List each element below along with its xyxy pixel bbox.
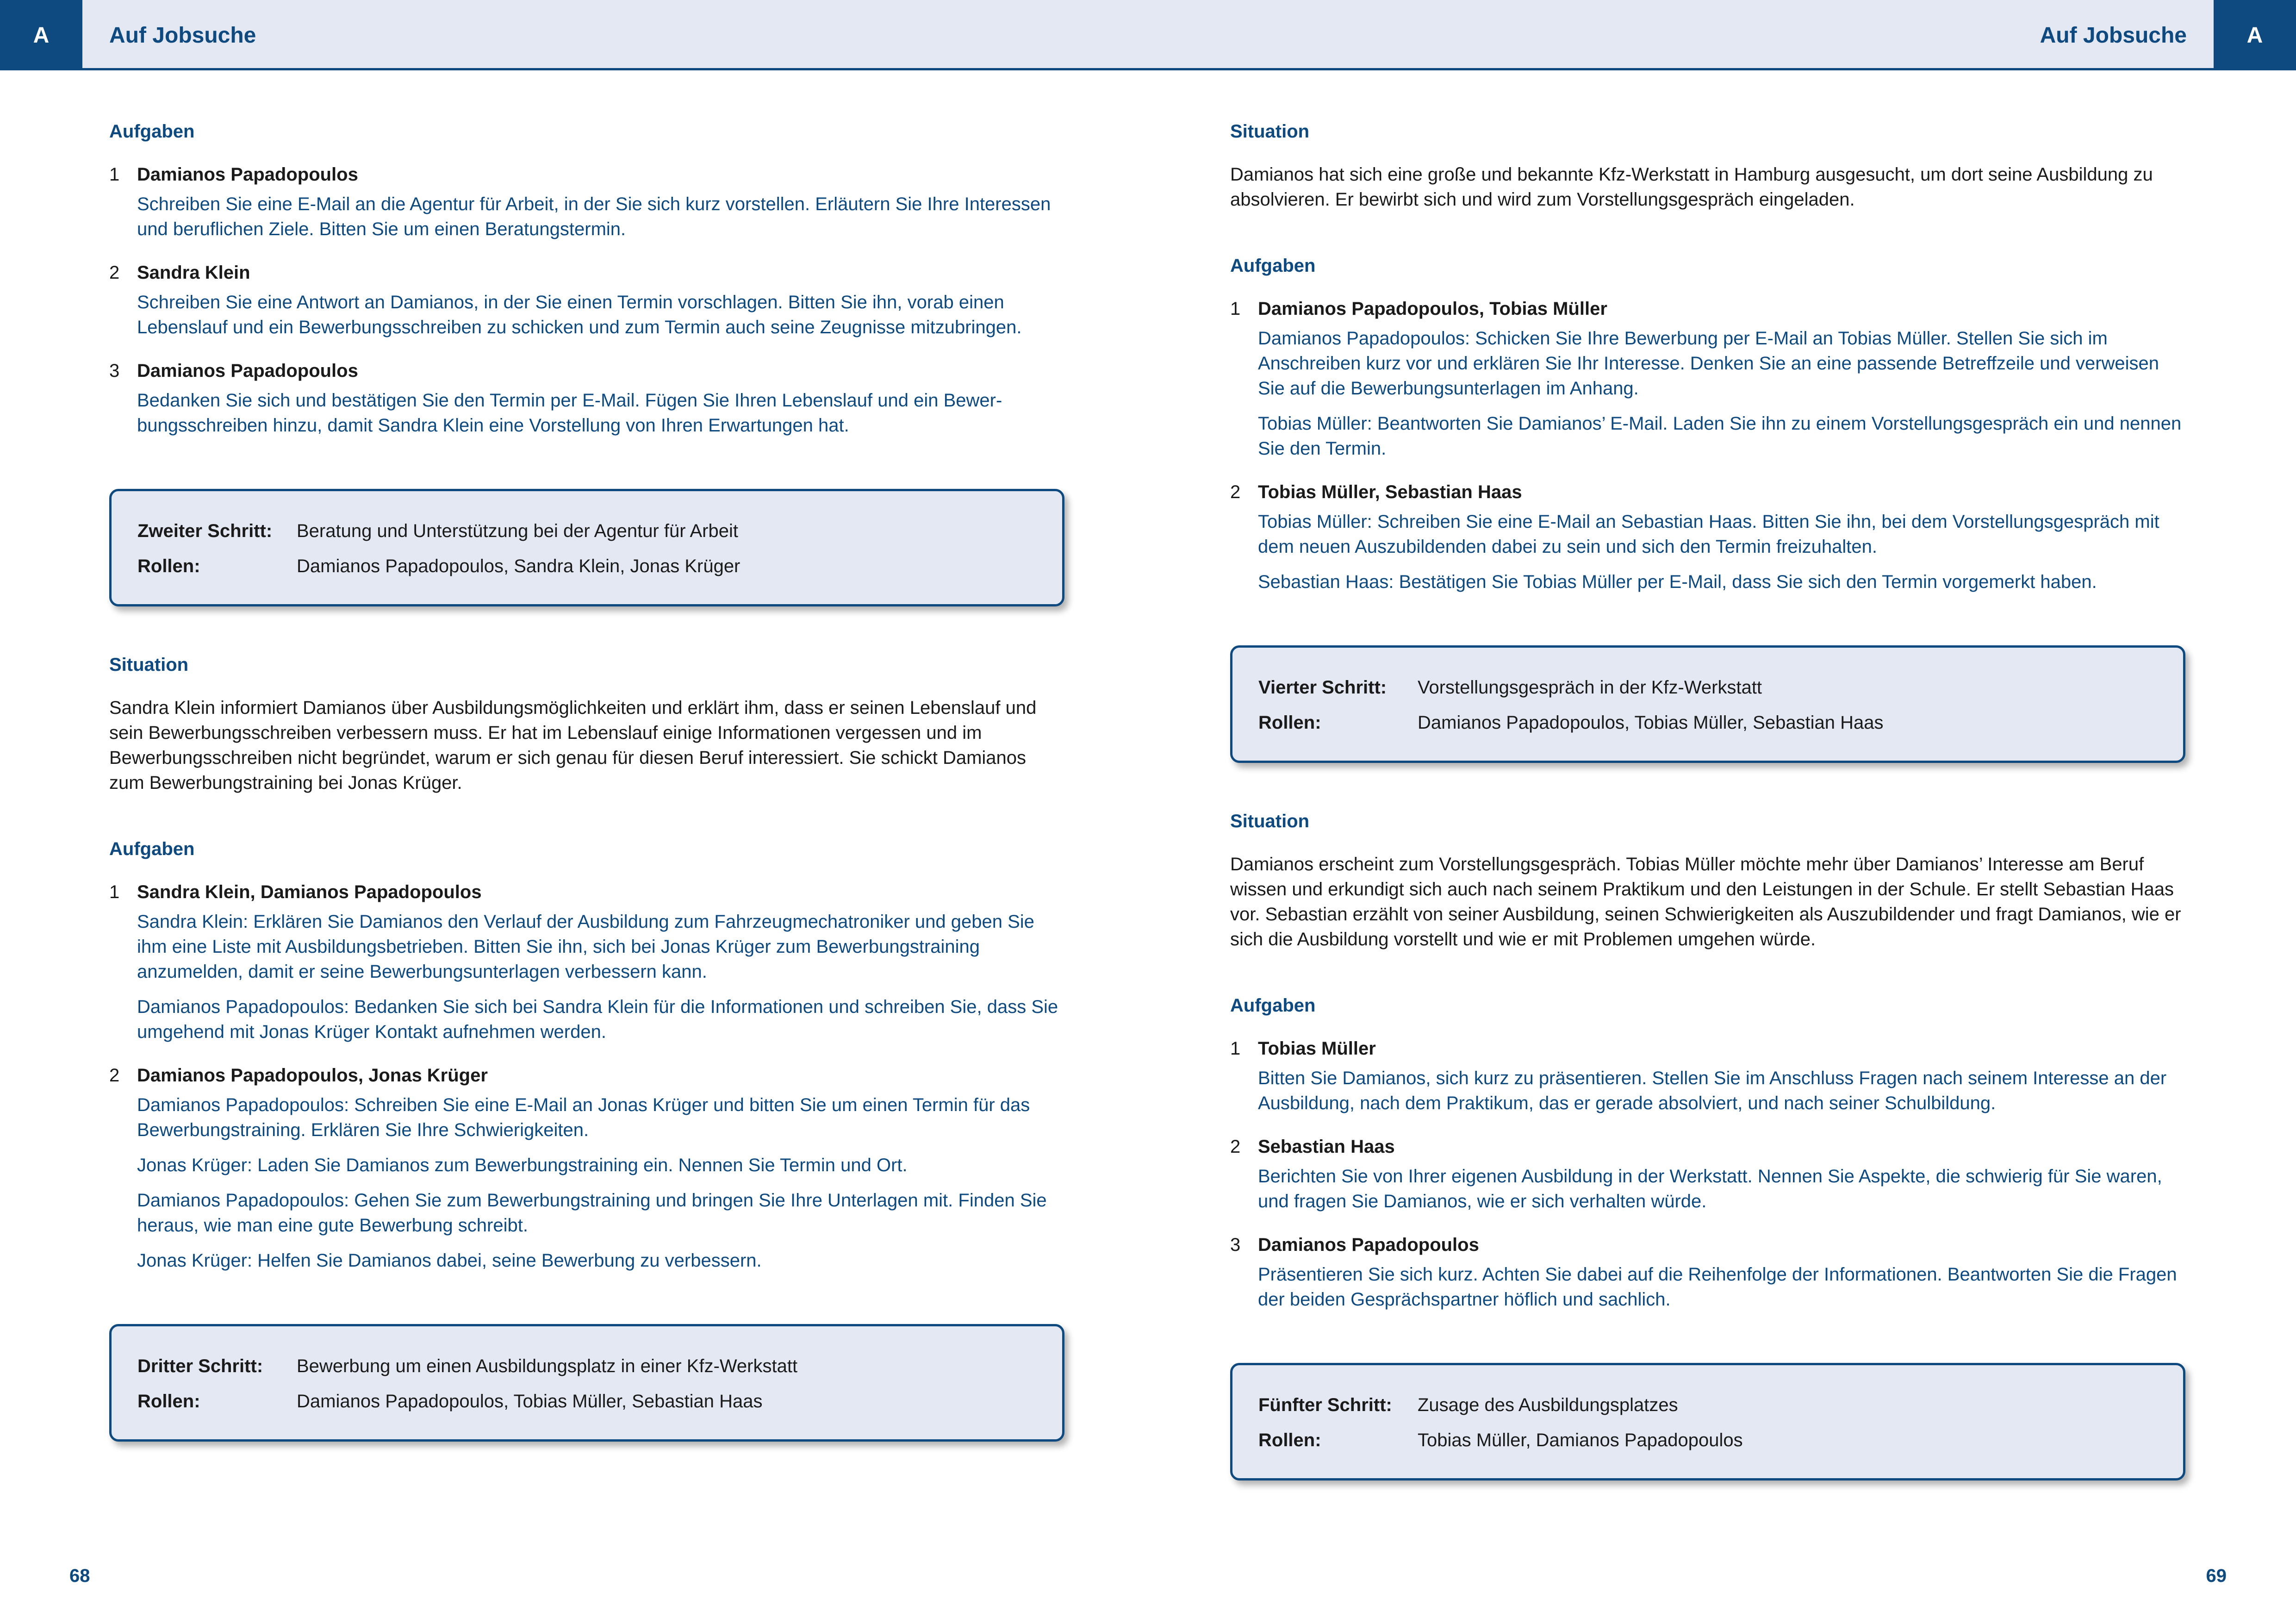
page-number-left: 68 — [69, 1566, 90, 1586]
step-box — [109, 1324, 1064, 1442]
task-instruction: Schreiben Sie eine Antwort an Damianos, in der Sie einen Termin vorschlagen. Bitten Sie ihn, vorab einen Lebenslauf und ein Bewerbungsschreiben zu schicken und zum Termin auch seine Zeugnisse mitzubringen. — [137, 292, 1022, 337]
task-item — [1230, 1036, 2184, 1116]
task-role-name: Damianos Papadopoulos — [1258, 1235, 1479, 1255]
page-number-right: 69 — [2206, 1566, 2227, 1586]
section-heading: Situation — [1230, 121, 1310, 142]
right-page-content — [1230, 119, 2184, 1527]
task-item — [1230, 1232, 2184, 1312]
task-instruction: Damianos Papadopoulos: Schicken Sie Ihre Bewerbung per E-Mail an Tobias Müller. Stellen Sie sich im Anschreiben kurz vor und erklären Sie Ihr Interesse. Denken Sie an eine passende Betreffzeile und verweisen Sie auf die Bewerbungsunterlagen im Anhang. — [1258, 328, 2159, 399]
step-value: Vorstellungsgespräch in der Kfz-Werkstatt — [1418, 677, 1762, 698]
step-box — [1230, 645, 2185, 763]
task-number: 3 — [109, 361, 120, 381]
task-role-name: Damianos Papadopoulos — [137, 361, 358, 381]
task-item — [109, 358, 1063, 438]
task-list — [109, 880, 1063, 1273]
roles-label: Rollen: — [137, 1391, 200, 1412]
task-item — [109, 1063, 1063, 1273]
task-role-name: Damianos Papadopoulos, Jonas Krüger — [137, 1065, 488, 1086]
chapter-tab-left: A — [0, 0, 82, 70]
page-title-left: Auf Jobsuche — [109, 23, 256, 48]
chapter-tab-right: A — [2214, 0, 2296, 70]
situation-text: Damianos hat sich eine große und bekannte Kfz-Werkstatt in Hamburg ausgesucht, um dort seine Ausbildung zu absolvieren. Er bewirbt sich und wird zum Vorstellungsgespräch eingeladen. — [1230, 164, 2153, 210]
task-instruction: Damianos Papadopoulos: Schreiben Sie eine E-Mail an Jonas Krüger und bitten Sie um einen Termin für das Bewerbungstraining. Erklären Sie Ihre Schwierigkeiten. — [137, 1095, 1030, 1140]
task-list — [1230, 296, 2184, 594]
task-role-name: Sandra Klein, Damianos Papadopoulos — [137, 882, 482, 902]
task-instruction: Sebastian Haas: Bestätigen Sie Tobias Müller per E-Mail, dass Sie sich den Termin vorgemerkt haben. — [1258, 572, 2097, 592]
task-item — [1230, 480, 2184, 594]
task-number: 2 — [1230, 482, 1241, 502]
section-heading: Aufgaben — [109, 839, 195, 859]
task-role-name: Tobias Müller — [1258, 1038, 1376, 1059]
task-number: 1 — [1230, 299, 1241, 319]
task-role-name: Tobias Müller, Sebastian Haas — [1258, 482, 1522, 502]
task-instruction: Präsentieren Sie sich kurz. Achten Sie dabei auf die Reihenfolge der Informationen. Beantworten Sie die Fragen der beiden Gesprächspartner höflich und sachlich. — [1258, 1264, 2177, 1310]
situation-text: Sandra Klein informiert Damianos über Ausbildungsmöglichkeiten und erklärt ihm, dass er seinen Lebenslauf und sein Bewerbungsschreiben verbessern muss. Er hat im Lebenslauf einige Informationen vergessen und im Bewerbungsschreiben nicht begründet, warum er sich genau für diesen Beruf interessiert. Sie schickt Damianos zum Bewerbungstraining bei Jonas Krüger. — [109, 698, 1037, 793]
step-label: Dritter Schritt: — [137, 1356, 263, 1376]
step-value: Bewerbung um einen Ausbildungsplatz in einer Kfz-Werkstatt — [297, 1356, 798, 1376]
section-heading: Situation — [1230, 811, 1310, 831]
situation-text: Damianos erscheint zum Vorstellungsgespräch. Tobias Müller möchte mehr über Damianos’ Interesse am Beruf wissen und erkundigt sich auch nach seinem Praktikum und den Leistungen in der Schule. Er stellt Sebastian Haas vor. Sebastian erzählt von seiner Ausbildung, seinen Schwierigkeiten als Auszubildender und fragt Damianos, wie er sich die Ausbildung vorstellt und wie er mit Problemen umgehen würde. — [1230, 854, 2181, 949]
task-instruction: Bedanken Sie sich und bestätigen Sie den Termin per E-Mail. Fügen Sie Ihren Lebenslauf und ein Bewer-bungsschreiben hinzu, damit Sandra Klein eine Vorstellung von Ihren Erwartungen hat. — [137, 390, 1002, 436]
task-number: 2 — [1230, 1137, 1241, 1157]
task-role-name: Damianos Papadopoulos — [137, 164, 358, 185]
task-role-name: Sandra Klein — [137, 262, 250, 283]
task-list — [109, 162, 1063, 438]
left-page-content — [109, 119, 1063, 1488]
step-label: Zweiter Schritt: — [137, 521, 273, 541]
task-number: 1 — [109, 164, 120, 185]
section-heading: Aufgaben — [109, 121, 195, 142]
task-item — [109, 162, 1063, 242]
task-instruction: Jonas Krüger: Helfen Sie Damianos dabei, seine Bewerbung zu verbessern. — [137, 1250, 762, 1271]
roles-value: Damianos Papadopoulos, Tobias Müller, Sebastian Haas — [297, 1391, 763, 1412]
step-label: Vierter Schritt: — [1258, 677, 1387, 698]
roles-label: Rollen: — [1258, 1430, 1321, 1450]
task-instruction: Sandra Klein: Erklären Sie Damianos den Verlauf der Ausbildung zum Fahrzeugmechatroniker und geben Sie ihm eine Liste mit Ausbildungsbetrieben. Bitten Sie ihn, sich bei Jonas Krüger zum Bewerbungstraining anzumelden, damit er seine Bewerbungsunterlagen verbessern kann. — [137, 912, 1034, 982]
task-instruction: Bitten Sie Damianos, sich kurz zu präsentieren. Stellen Sie im Anschluss Fragen nach seinem Interesse an der Ausbildung, nach dem Praktikum, das er gerade absolviert, und nach seiner Schulbildung. — [1258, 1068, 2167, 1113]
task-list — [1230, 1036, 2184, 1312]
section-heading: Situation — [109, 655, 189, 675]
task-number: 2 — [109, 1065, 120, 1086]
task-instruction: Tobias Müller: Schreiben Sie eine E-Mail an Sebastian Haas. Bitten Sie ihn, bei dem Vorstellungsgespräch mit dem neuen Auszubildenden dabei zu sein und sich den Termin freizuhalten. — [1258, 512, 2159, 557]
step-box — [1230, 1363, 2185, 1480]
task-instruction: Damianos Papadopoulos: Bedanken Sie sich bei Sandra Klein für die Informationen und schreiben Sie, dass Sie umgehend mit Jonas Krüger Kontakt aufnehmen werden. — [137, 997, 1058, 1042]
task-item — [1230, 1134, 2184, 1214]
step-value: Zusage des Ausbildungsplatzes — [1418, 1395, 1678, 1415]
task-item — [109, 880, 1063, 1044]
section-heading: Aufgaben — [1230, 995, 1316, 1016]
roles-value: Damianos Papadopoulos, Tobias Müller, Sebastian Haas — [1418, 712, 1884, 733]
roles-label: Rollen: — [137, 556, 200, 576]
section-heading: Aufgaben — [1230, 256, 1316, 276]
step-box — [109, 489, 1064, 606]
task-item — [1230, 296, 2184, 461]
roles-label: Rollen: — [1258, 712, 1321, 733]
page-title-right: Auf Jobsuche — [2040, 23, 2187, 48]
task-number: 3 — [1230, 1235, 1241, 1255]
task-instruction: Damianos Papadopoulos: Gehen Sie zum Bewerbungstraining und bringen Sie Ihre Unterlagen mit. Finden Sie heraus, wie man eine gute Bewerbung schreibt. — [137, 1190, 1047, 1236]
task-number: 1 — [109, 882, 120, 902]
task-item — [109, 260, 1063, 340]
task-instruction: Schreiben Sie eine E-Mail an die Agentur für Arbeit, in der Sie sich kurz vorstellen. Erläutern Sie Ihre Interessen und beruflichen Ziele. Bitten Sie um einen Beratungstermin. — [137, 194, 1051, 239]
task-instruction: Jonas Krüger: Laden Sie Damianos zum Bewerbungstraining ein. Nennen Sie Termin und Ort. — [137, 1155, 908, 1175]
task-instruction: Tobias Müller: Beantworten Sie Damianos’ E-Mail. Laden Sie ihn zu einem Vorstellungsgespräch ein und nennen Sie den Termin. — [1258, 413, 2182, 459]
task-number: 1 — [1230, 1038, 1241, 1059]
roles-value: Tobias Müller, Damianos Papadopoulos — [1418, 1430, 1743, 1450]
roles-value: Damianos Papadopoulos, Sandra Klein, Jonas Krüger — [297, 556, 740, 576]
task-role-name: Damianos Papadopoulos, Tobias Müller — [1258, 299, 1607, 319]
step-value: Beratung und Unterstützung bei der Agentur für Arbeit — [297, 521, 738, 541]
task-instruction: Berichten Sie von Ihrer eigenen Ausbildung in der Werkstatt. Nennen Sie Aspekte, die schwierig für Sie waren, und fragen Sie Damianos, wie er sich verhalten würde. — [1258, 1166, 2162, 1212]
task-role-name: Sebastian Haas — [1258, 1137, 1395, 1157]
task-number: 2 — [109, 262, 120, 283]
header-band — [0, 0, 2296, 70]
step-label: Fünfter Schritt: — [1258, 1395, 1392, 1415]
